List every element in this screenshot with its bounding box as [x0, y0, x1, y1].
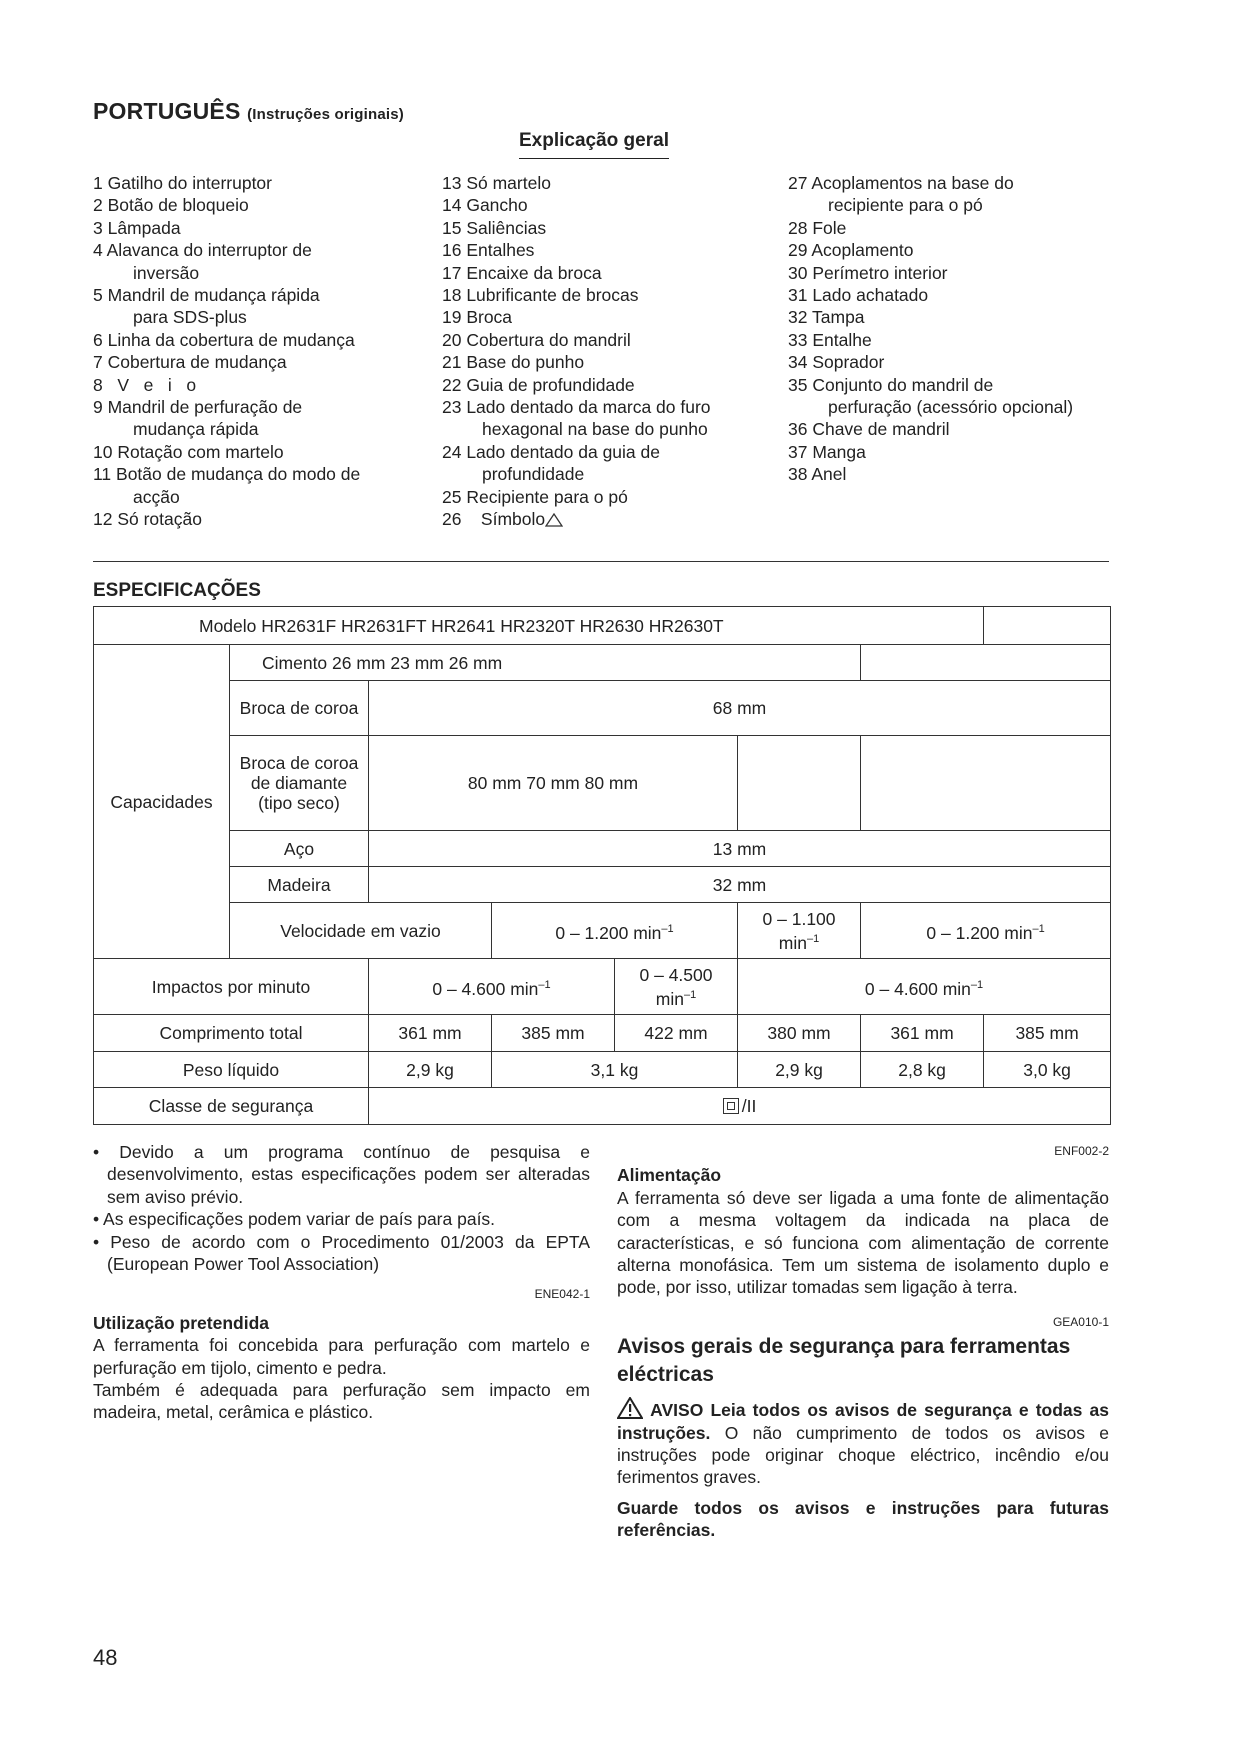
section-divider [93, 561, 1109, 562]
list-item: 23 Lado dentado da marca do furo [442, 397, 711, 418]
table-row [94, 959, 1111, 1015]
list-item: 17 Encaixe da broca [442, 262, 602, 283]
list-item: 11 Botão de mudança do modo de [93, 464, 361, 485]
table-row [94, 736, 1111, 831]
power-title: Alimentação [617, 1165, 722, 1186]
table-row [94, 1052, 1111, 1088]
list-item: 13 Só martelo [442, 173, 551, 193]
impact-label: Impactos por minuto [94, 959, 369, 1015]
list-item: recipiente para o pó [828, 195, 983, 216]
speed-label: Velocidade em vazio [230, 903, 492, 959]
diamond-value: 80 mm 70 mm 80 mm [369, 736, 738, 831]
list-item: profundidade [482, 464, 585, 485]
list-item: 7 Cobertura de mudança [93, 352, 287, 373]
list-item: 4 Alavanca do interruptor de [93, 240, 312, 261]
list-item: 27 Acoplamentos na base do [788, 173, 1014, 193]
list-item: 30 Perímetro interior [788, 262, 948, 283]
crown-value: 68 mm [369, 681, 1111, 736]
list-item: 38 Anel [788, 464, 847, 485]
safety-value: /II [369, 1088, 1111, 1125]
list-item: 16 Entalhes [442, 240, 535, 261]
speed-value-c: 0 – 1.200 $\min^{-1}$ [861, 903, 1111, 959]
parts-column-1 [93, 172, 360, 531]
weight-value: 2,8 kg [861, 1052, 984, 1088]
keep-instructions: Guarde todos os avisos e instruções para futuras referências. [617, 1497, 1109, 1541]
list-item: 9 Mandril de perfuração de [93, 397, 303, 418]
wood-value: 32 mm [369, 867, 1111, 903]
note-bullet: • As especificações podem variar de país para país. [93, 1209, 496, 1230]
list-item: 32 Tampa [788, 307, 865, 328]
warning-paragraph: AVISO Leia todos os avisos de segurança e todas as instruções. O não cumprimento de todos os avisos e instruções pode originar choque eléctrico, incêndio e/ou ferimentos graves. [617, 1397, 1109, 1489]
note-bullet: • Peso de acordo com o Procedimento 01/2003 da EPTA (European Power Tool Association) [93, 1231, 590, 1275]
list-item: 3 Lâmpada [93, 217, 181, 238]
weight-value: 3,0 kg [984, 1052, 1111, 1088]
table-row [94, 1015, 1111, 1052]
language-title: PORTUGUÊS [93, 98, 241, 124]
diamond-label: Broca de coroa de diamante (tipo seco) [230, 736, 369, 831]
table-row [94, 1088, 1111, 1125]
page-number: 48 [93, 1645, 118, 1670]
warning-icon [617, 1397, 643, 1419]
cement-row: Cimento 26 mm 23 mm 26 mm [230, 645, 861, 681]
list-item: hexagonal na base do punho [482, 419, 708, 440]
list-item: 33 Entalhe [788, 329, 872, 350]
weight-value: 2,9 kg [369, 1052, 492, 1088]
list-item: perfuração (acessório opcional) [828, 397, 1074, 418]
table-row [94, 831, 1111, 867]
list-item: 29 Acoplamento [788, 240, 914, 261]
list-item: 12 Só rotação [93, 509, 202, 530]
list-item: 5 Mandril de mudança rápida [93, 285, 320, 306]
list-item: 28 Fole [788, 217, 847, 238]
parts-column-3 [788, 172, 1073, 486]
length-value: 380 mm [738, 1015, 861, 1052]
list-item: inversão [133, 262, 200, 283]
speed-value-a: 0 – 1.200 $\min^{-1}$ [492, 903, 738, 959]
list-item: 25 Recipiente para o pó [442, 486, 628, 507]
warnings-heading: Avisos gerais de segurança para ferramentas eléctricas [617, 1335, 1071, 1387]
double-insulation-icon [723, 1098, 739, 1114]
doc-code: ENF002-2 [1054, 1144, 1109, 1158]
length-value: 422 mm [615, 1015, 738, 1052]
list-item: 22 Guia de profundidade [442, 374, 635, 395]
safety-label: Classe de segurança [94, 1088, 369, 1125]
list-item: 2 Botão de bloqueio [93, 195, 249, 216]
list-item: 34 Soprador [788, 352, 885, 373]
impact-value-c: 0 – 4.600 $\min^{-1}$ [738, 959, 1111, 1015]
list-item: 18 Lubrificante de brocas [442, 285, 639, 306]
list-item: mudança rápida [133, 419, 259, 440]
warning-triangle-icon [545, 513, 563, 527]
table-row [94, 867, 1111, 903]
list-item: para SDS-plus [133, 307, 247, 328]
spec-notes [93, 1141, 590, 1424]
list-item: 21 Base do punho [442, 352, 585, 373]
impact-value-a: 0 – 4.600 $\min^{-1}$ [369, 959, 615, 1015]
list-item: 31 Lado achatado [788, 285, 929, 306]
list-item: 20 Cobertura do mandril [442, 329, 631, 350]
list-item: 14 Gancho [442, 195, 528, 216]
table-row [94, 903, 1111, 959]
section-heading: Explicação geral [519, 130, 669, 159]
list-item: 24 Lado dentado da guia de [442, 441, 660, 462]
model-row: Modelo HR2631F HR2631FT HR2641 HR2320T HR2630 HR2630T [94, 607, 861, 645]
doc-code: ENE042-1 [534, 1287, 590, 1302]
list-item: 26 Símbolo [442, 508, 711, 530]
language-subtitle: (Instruções originais) [247, 106, 405, 123]
specs-table [93, 606, 1111, 1125]
list-item: 35 Conjunto do mandril de [788, 374, 994, 395]
table-row [94, 681, 1111, 736]
list-item: 1 Gatilho do interruptor [93, 173, 272, 193]
table-row [94, 645, 1111, 681]
steel-label: Aço [230, 831, 369, 867]
capacities-label: Capacidades [94, 645, 230, 959]
wood-label: Madeira [230, 867, 369, 903]
doc-code: GEA010-1 [1052, 1314, 1109, 1329]
length-value: 385 mm [984, 1015, 1111, 1052]
use-paragraph: Também é adequada para perfuração sem impacto em madeira, metal, cerâmica e plástico. [93, 1380, 590, 1423]
list-item: 15 Saliências [442, 217, 547, 238]
weight-value: 2,9 kg [738, 1052, 861, 1088]
list-item: acção [133, 486, 180, 507]
length-value: 361 mm [369, 1015, 492, 1052]
list-item: 37 Manga [788, 441, 866, 462]
right-column [617, 1140, 1109, 1542]
list-item: 8 V e i o [93, 374, 197, 395]
weight-value: 3,1 kg [492, 1052, 738, 1088]
parts-column-2 [442, 172, 711, 531]
speed-value-b: 0 – 1.100 $\min^{-1}$ [738, 903, 861, 959]
length-value: 385 mm [492, 1015, 615, 1052]
impact-value-b: 0 – 4.500 $\min^{-1}$ [615, 959, 738, 1015]
length-value: 361 mm [861, 1015, 984, 1052]
list-item: 19 Broca [442, 307, 513, 328]
list-item: 36 Chave de mandril [788, 419, 950, 440]
note-bullet: • Devido a um programa contínuo de pesquisa e desenvolvimento, estas especificações podem ser alteradas sem aviso prévio. [93, 1142, 590, 1207]
weight-label: Peso líquido [94, 1052, 369, 1088]
table-row [94, 607, 1111, 645]
power-paragraph: A ferramenta só deve ser ligada a uma fonte de alimentação com a mesma voltagem da indicada na placa de características, e só funciona com alimentação de corrente alterna monofásica. Tem um sistema de isolamento duplo e pode, por isso, utilizar tomadas sem ligação à terra. [617, 1187, 1109, 1298]
specs-title: ESPECIFICAÇÕES [93, 580, 261, 601]
use-title: Utilização pretendida [93, 1312, 270, 1333]
page-title [93, 98, 404, 125]
steel-value: 13 mm [369, 831, 1111, 867]
crown-label: Broca de coroa [230, 681, 369, 736]
list-item: 6 Linha da cobertura de mudança [93, 329, 355, 350]
list-item: 10 Rotação com martelo [93, 441, 284, 462]
use-paragraph: A ferramenta foi concebida para perfuração com martelo e perfuração em tijolo, cimento e pedra. [93, 1335, 590, 1378]
length-label: Comprimento total [94, 1015, 369, 1052]
